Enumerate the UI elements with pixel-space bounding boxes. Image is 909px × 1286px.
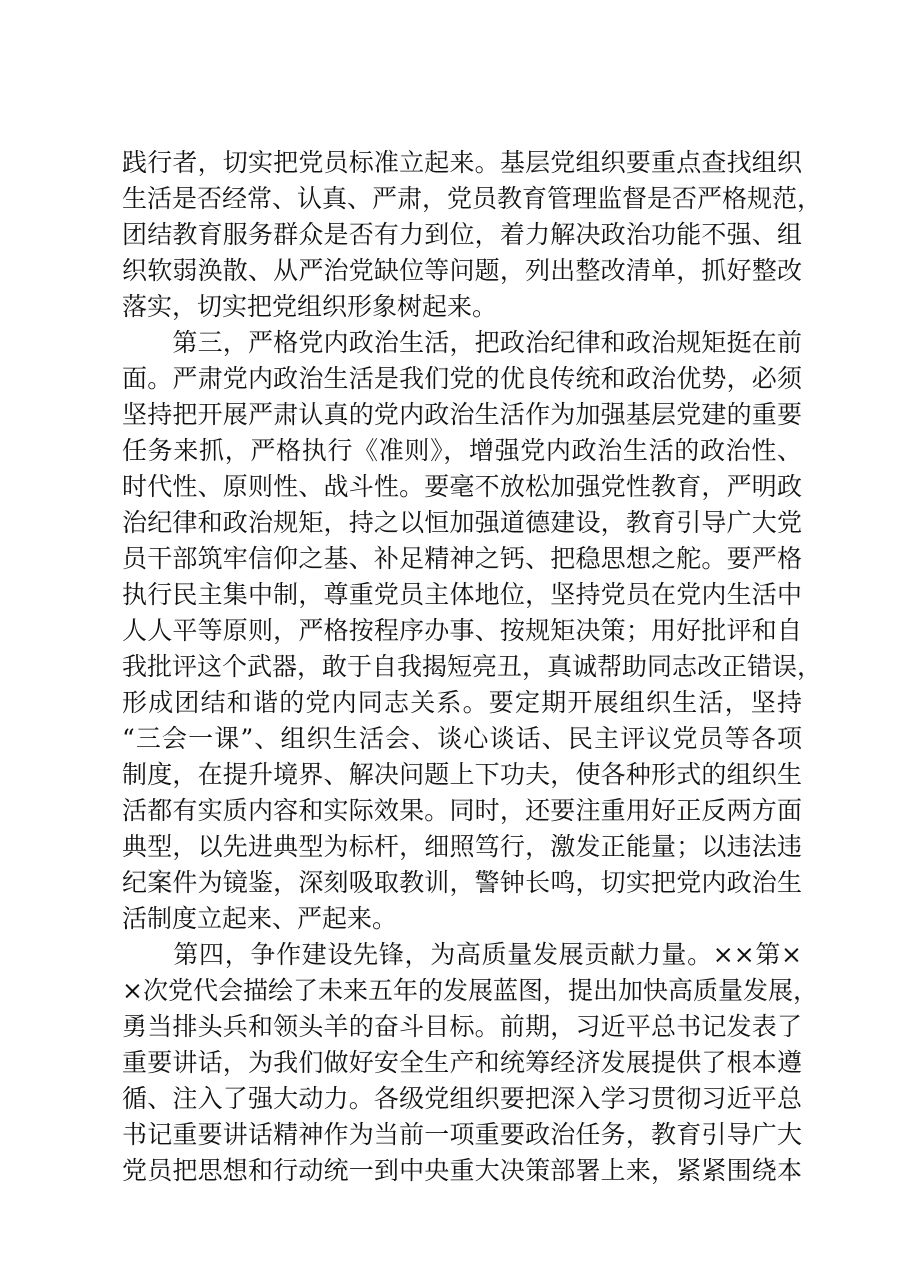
text-line: 我批评这个武器，敢于自我揭短亮丑，真诚帮助同志改正错误， <box>122 652 823 681</box>
paragraph-1 <box>122 145 823 325</box>
paragraph-3 <box>122 937 818 1189</box>
text-line: 治纪律和政治规矩，持之以恒加强道德建设，教育引导广大党 <box>122 508 802 537</box>
text-line: 活制度立起来、严起来。 <box>122 904 398 933</box>
text-line: 执行民主集中制，尊重党员主体地位，坚持党员在党内生活中 <box>122 580 802 609</box>
text-line: 面。严肃党内政治生活是我们党的优良传统和政治优势，必须 <box>122 364 802 393</box>
text-line: 任务来抓，严格执行《准则》，增强党内政治生活的政治性、 <box>122 436 802 465</box>
text-line: 践行者，切实把党员标准立起来。基层党组织要重点查找组织 <box>122 148 802 177</box>
text-line: 纪案件为镜鉴，深刻吸取教训，警钟长鸣，切实把党内政治生 <box>122 868 802 897</box>
text-line: 员干部筑牢信仰之基、补足精神之钙、把稳思想之舵。要严格 <box>122 544 802 573</box>
text-line: 时代性、原则性、战斗性。要毫不放松加强党性教育，严明政 <box>122 472 802 501</box>
text-line: 坚持把开展严肃认真的党内政治生活作为加强基层党建的重要 <box>122 400 802 429</box>
text-line: 织软弱涣散、从严治党缺位等问题，列出整改清单，抓好整改 <box>122 256 802 285</box>
text-line: “三会一课”、组织生活会、谈心谈话、民主评议党员等各项 <box>122 724 802 753</box>
document-body <box>122 145 823 1189</box>
text-line: 生活是否经常、认真、严肃，党员教育管理监督是否严格规范， <box>122 184 823 213</box>
text-line: 团结教育服务群众是否有力到位，着力解决政治功能不强、组 <box>122 220 802 249</box>
text-line: 书记重要讲话精神作为当前一项重要政治任务，教育引导广大 <box>122 1120 802 1149</box>
paragraph-2 <box>122 325 823 937</box>
text-line: 重要讲话，为我们做好安全生产和统筹经济发展提供了根本遵 <box>122 1048 802 1077</box>
text-line: 人人平等原则，严格按程序办事、按规矩决策；用好批评和自 <box>122 616 802 645</box>
text-line: 第三，严格党内政治生活，把政治纪律和政治规矩挺在前 <box>122 328 802 357</box>
text-line: 落实，切实把党组织形象树起来。 <box>122 292 498 321</box>
text-line: 循、注入了强大动力。各级党组织要把深入学习贯彻习近平总 <box>122 1084 802 1113</box>
text-line: 制度，在提升境界、解决问题上下功夫，使各种形式的组织生 <box>122 760 802 789</box>
text-line: ×次党代会描绘了未来五年的发展蓝图，提出加快高质量发展， <box>122 976 818 1005</box>
text-line: 党员把思想和行动统一到中央重大决策部署上来，紧紧围绕本 <box>122 1156 802 1185</box>
text-line: 勇当排头兵和领头羊的奋斗目标。前期，习近平总书记发表了 <box>122 1012 802 1041</box>
text-line: 典型，以先进典型为标杆，细照笃行，激发正能量；以违法违 <box>122 832 802 861</box>
text-line: 形成团结和谐的党内同志关系。要定期开展组织生活，坚持 <box>122 688 802 717</box>
text-line: 第四，争作建设先锋，为高质量发展贡献力量。××第× <box>122 940 802 969</box>
text-line: 活都有实质内容和实际效果。同时，还要注重用好正反两方面 <box>122 796 802 825</box>
